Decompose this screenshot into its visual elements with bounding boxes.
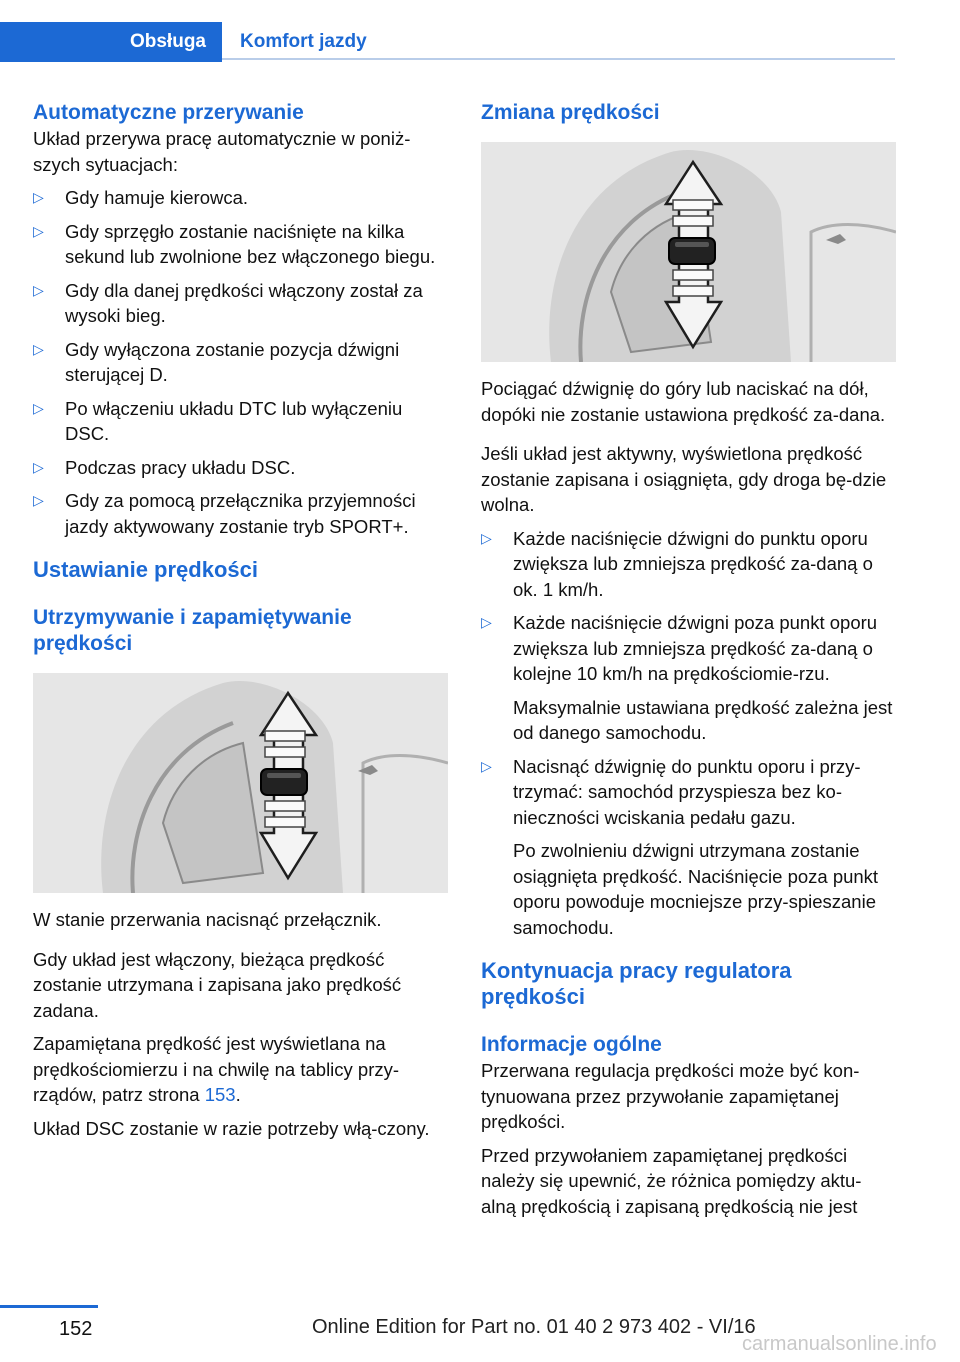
paragraph-speed-displayed: Zapamiętana prędkość jest wyświetlana na prędkościomierzu i na chwilę na tablicy przy-rządów, patrz strona 153. bbox=[33, 1033, 400, 1105]
tab-underline bbox=[222, 58, 895, 60]
interrupt-list bbox=[33, 185, 448, 539]
list-item: ▷ Po włączeniu układu DTC lub wyłączeniu DSC. bbox=[33, 397, 403, 444]
left-column bbox=[33, 100, 448, 1149]
paragraph-active-system: Jeśli układ jest aktywny, wyświetlona prędkość zostanie zapisana i osiągnięta, gdy droga bę-dzie wolna. bbox=[481, 443, 887, 515]
list-item: ▷ Gdy za pomocą przełącznika przyjemności jazdy aktywowany zostanie tryb SPORT+. bbox=[33, 490, 416, 537]
list-item-note: Po zwolnieniu dźwigni utrzymana zostanie osiągnięta prędkość. Naciśnięcie poza punkt oporu powoduje mocniejsze przy-spieszanie samochodu. bbox=[513, 840, 879, 938]
triangle-bullet-icon: ▷ bbox=[33, 399, 44, 416]
triangle-bullet-icon: ▷ bbox=[33, 222, 44, 239]
header-tabs bbox=[0, 22, 895, 62]
list-item: ▷ Gdy sprzęgło zostanie naciśnięte na kilka sekund lub zwolnione bez włączonego biegu. bbox=[33, 220, 436, 267]
heading-ustawianie-predkosci: Ustawianie prędkości bbox=[33, 557, 258, 582]
lever-list bbox=[481, 526, 896, 941]
list-item: ▷ Podczas pracy układu DSC. bbox=[33, 455, 448, 481]
triangle-bullet-icon: ▷ bbox=[33, 458, 44, 475]
list-item-note: Maksymalnie ustawiana prędkość zależna jest od danego samochodu. bbox=[513, 696, 893, 743]
list-item: ▷ Gdy hamuje kierowca. bbox=[33, 185, 448, 211]
page-link-153[interactable]: 153 bbox=[204, 1084, 236, 1105]
paragraph-before-resume: Przed przywołaniem zapamiętanej prędkości należy się upewnić, że różnica pomiędzy aktu-alną prędkością i zapisaną prędkością nie jest bbox=[481, 1144, 862, 1217]
triangle-bullet-icon: ▷ bbox=[33, 189, 44, 205]
list-item: ▷ Nacisnąć dźwignię do punktu oporu i przy-trzymać: samochód przyspiesza bez ko-nieczności wciskania pedału gazu. Po zwolnieniu dźwigni utrzymana zostanie osiągnięta prędkość. Naciśnięcie poza punkt oporu powoduje mocniejsze przy-spieszanie samochodu. bbox=[481, 754, 896, 941]
steering-wheel-lever-image bbox=[481, 142, 896, 362]
triangle-bullet-icon: ▷ bbox=[33, 340, 44, 357]
page-number: 152 bbox=[59, 1318, 93, 1340]
tab-obsluga[interactable]: Obsługa bbox=[0, 22, 222, 62]
paragraph-dsc: Układ DSC zostanie w razie potrzeby włą-czony. bbox=[33, 1117, 430, 1139]
watermark: carmanualsonline.info bbox=[742, 1333, 937, 1355]
right-column bbox=[481, 100, 896, 1227]
heading-kontynuacja: Kontynuacja pracy regulatora prędkości bbox=[481, 958, 792, 1009]
list-item: ▷ Każde naciśnięcie dźwigni do punktu oporu zwiększa lub zmniejsza prędkość za-daną o ok. 1 km/h. bbox=[481, 527, 873, 600]
list-item: ▷ Gdy dla danej prędkości włączony został za wysoki bieg. bbox=[33, 279, 423, 326]
heading-automatyczne-przerywanie: Automatyczne przerywanie bbox=[33, 101, 304, 124]
triangle-bullet-icon: ▷ bbox=[481, 757, 492, 774]
edition-footer: Online Edition for Part no. 01 40 2 973 402 - VI/16 bbox=[312, 1316, 756, 1338]
triangle-bullet-icon: ▷ bbox=[481, 614, 492, 630]
intro-text: Układ przerywa pracę automatycznie w poniż-szych sytuacjach: bbox=[33, 128, 411, 175]
triangle-bullet-icon: ▷ bbox=[481, 529, 492, 546]
heading-informacje-ogolne: Informacje ogólne bbox=[481, 1033, 662, 1056]
heading-zmiana-predkosci: Zmiana prędkości bbox=[481, 101, 660, 124]
paragraph-speed-saved: Gdy układ jest włączony, bieżąca prędkość zostanie utrzymana i zapisana jako prędkość zadana. bbox=[33, 948, 402, 1021]
triangle-bullet-icon: ▷ bbox=[33, 492, 44, 508]
paragraph-press-switch: W stanie przerwania nacisnąć przełącznik. bbox=[33, 909, 382, 930]
page-number-bar bbox=[0, 1305, 98, 1308]
paragraph-resume: Przerwana regulacja prędkości może być kon-tynuowana przez przywołanie zapamiętanej prędkości. bbox=[481, 1060, 860, 1132]
triangle-bullet-icon: ▷ bbox=[33, 281, 44, 298]
list-item: ▷ Gdy wyłączona zostanie pozycja dźwigni sterującej D. bbox=[33, 338, 400, 385]
paragraph-pull-lever: Pociągać dźwignię do góry lub naciskać na dół, dopóki nie zostanie ustawiona prędkość za-dana. bbox=[481, 378, 886, 425]
steering-wheel-lever-image bbox=[33, 673, 448, 893]
list-item: ▷ Każde naciśnięcie dźwigni poza punkt oporu zwiększa lub zmniejsza prędkość za-daną o kolejne 10 km/h na prędkościomie-rzu. Maksymalnie ustawiana prędkość zależna jest od danego samochodu. bbox=[481, 610, 896, 746]
heading-utrzymywanie: Utrzymywanie i zapamiętywanie prędkości bbox=[33, 606, 352, 655]
tab-komfort-jazdy[interactable]: Komfort jazdy bbox=[240, 31, 367, 52]
